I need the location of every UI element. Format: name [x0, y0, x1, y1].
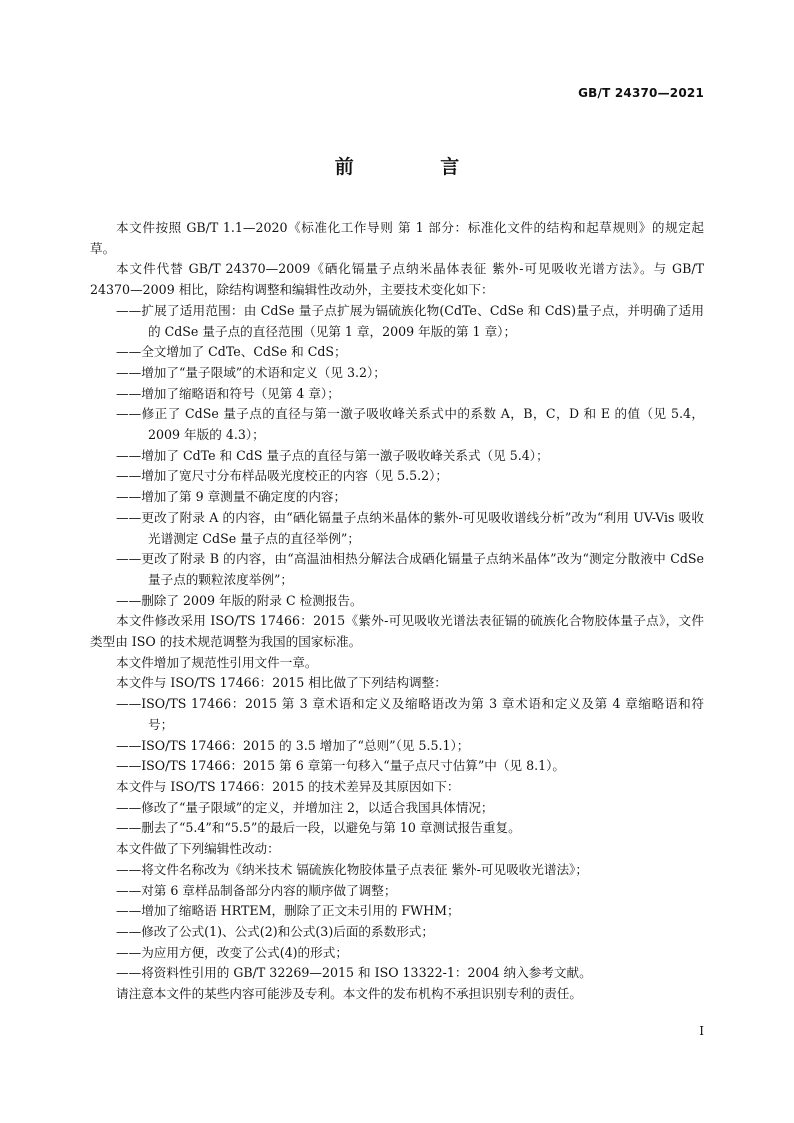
list-item: ——将资料性引用的 GB/T 32269—2015 和 ISO 13322-1：2004 纳入参考文献。: [116, 965, 592, 981]
paragraph: 本文件修改采用 ISO/TS 17466：2015《紫外-可见吸收光谱法表征镉的硫族化合物胶体量子点》，文件类型由 ISO 的技术规范调整为我国的国家标准。: [90, 613, 704, 650]
paragraph: 本文件与 ISO/TS 17466：2015 的技术差异及其原因如下：: [116, 778, 460, 794]
paragraph: 本文件按照 GB/T 1.1—2020《标准化工作导则 第 1 部分：标准化文件的结构和起草规则》的规定起草。: [90, 220, 704, 256]
list-item: ——更改了附录 A 的内容，由“硒化镉量子点纳米晶体的紫外-可见吸收谱线分析”改为“利用 UV-Vis 吸收光谱测定 CdSe 量子点的直径举例”；: [116, 509, 704, 546]
paragraph: 请注意本文件的某些内容可能涉及专利。本文件的发布机构不承担识别专利的责任。: [116, 986, 582, 1002]
document-body: [90, 218, 704, 1005]
list-item: ——增加了缩略语和符号（见第 4 章）；: [116, 385, 340, 401]
list-item: ——ISO/TS 17466：2015 的 3.5 增加了“总则”（见 5.5.1）；: [116, 737, 470, 753]
page-number: I: [699, 1024, 704, 1038]
section-title: 前 言: [334, 156, 500, 178]
list-item: ——增加了第 9 章测量不确定度的内容；: [116, 489, 347, 505]
list-item: ——增加了宽尺寸分布样品吸光度校正的内容（见 5.5.2）；: [116, 468, 448, 484]
paragraph: 本文件做了下列编辑性改动：: [116, 841, 280, 857]
paragraph: 本文件增加了规范性引用文件一章。: [116, 654, 318, 670]
list-item: ——删去了“5.4”和“5.5”的最后一段，以避免与第 10 章测试报告重复。: [116, 820, 521, 836]
list-item: ——删除了 2009 年版的附录 C 检测报告。: [116, 592, 363, 608]
list-item: ——为应用方便，改变了公式(4)的形式；: [116, 944, 348, 960]
list-item: ——ISO/TS 17466：2015 第 6 章第一句移入“量子点尺寸估算”中（见 8.1）。: [116, 758, 566, 774]
standard-code: GB/T 24370—2021: [578, 86, 704, 100]
list-item: ——ISO/TS 17466：2015 第 3 章术语和定义及缩略语改为第 3 章术语和定义及第 4 章缩略语和符号；: [116, 696, 704, 732]
list-item: ——将文件名称改为《纳米技术 镉硫族化物胶体量子点表征 紫外-可见吸收光谱法》；: [116, 861, 588, 877]
list-item: ——对第 6 章样品制备部分内容的顺序做了调整；: [116, 882, 397, 898]
list-item: ——增加了 CdTe 和 CdS 量子点的直径与第一激子吸收峰关系式（见 5.4）；: [116, 447, 549, 463]
list-item: ——更改了附录 B 的内容，由“高温油相热分解法合成硒化镉量子点纳米晶体”改为“测定分散液中 CdSe 量子点的颗粒浓度举例”；: [116, 551, 704, 587]
list-item: ——增加了缩略语 HRTEM，删除了正文未引用的 FWHM；: [116, 903, 460, 919]
paragraph: 本文件代替 GB/T 24370—2009《硒化镉量子点纳米晶体表征 紫外-可见吸收光谱方法》。与 GB/T 24370—2009 相比，除结构调整和编辑性改动外，主要技术变化如下：: [90, 261, 704, 298]
list-item: ——全文增加了 CdTe、CdSe 和 CdS；: [116, 344, 347, 360]
list-item: ——增加了“量子限域”的术语和定义（见 3.2）；: [116, 364, 386, 380]
list-item: ——修改了公式(1)、公式(2)和公式(3)后面的系数形式；: [116, 923, 434, 939]
list-item: ——修正了 CdSe 量子点的直径与第一激子吸收峰关系式中的系数 A，B，C，D 和 E 的值（见 5.4，2009 年版的 4.3）；: [116, 406, 704, 443]
list-item: ——修改了“量子限域”的定义，并增加注 2，以适合我国具体情况；: [116, 799, 494, 815]
list-item: ——扩展了适用范围：由 CdSe 量子点扩展为镉硫族化物(CdTe、CdSe 和 CdS)量子点，并明确了适用的 CdSe 量子点的直径范围（见第 1 章，2009 年版的第 1 章）；: [116, 302, 704, 339]
paragraph: 本文件与 ISO/TS 17466：2015 相比做了下列结构调整：: [116, 675, 447, 691]
